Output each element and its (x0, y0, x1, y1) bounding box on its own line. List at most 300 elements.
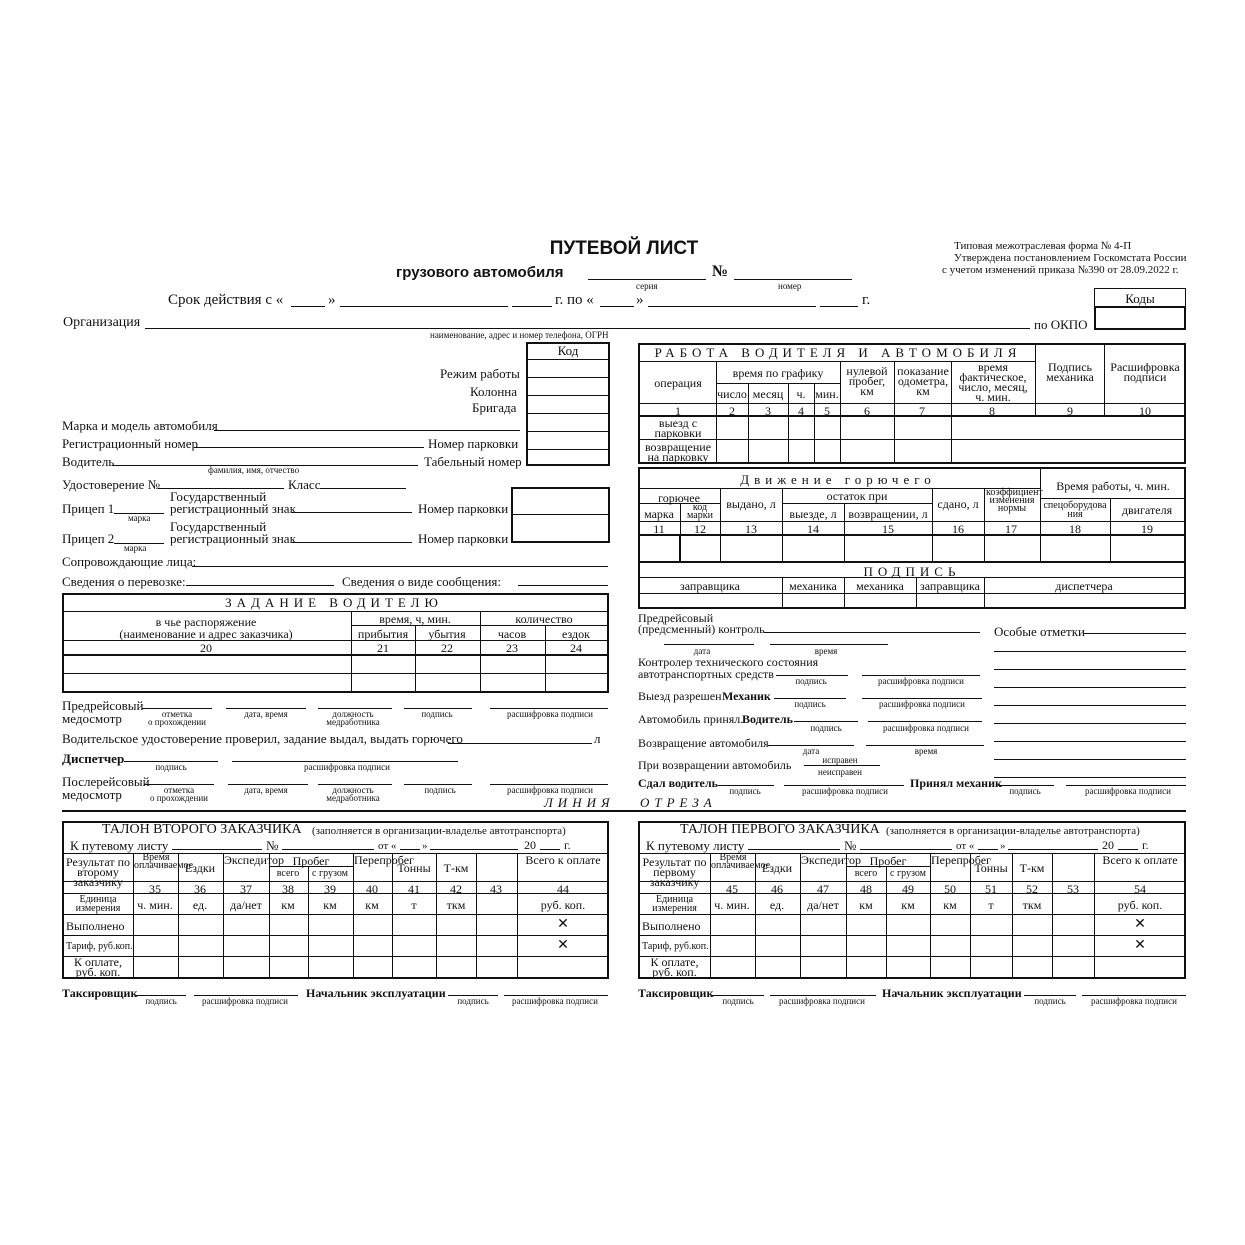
predr-time-field[interactable] (770, 644, 888, 645)
trailer2-label: Прицеп 2 (62, 531, 115, 546)
post-med-sign-hint: подпись (424, 785, 456, 795)
rab-mech-sign: Подпись механика (1046, 360, 1094, 384)
fuel-issue-field[interactable] (448, 743, 592, 744)
trailer2-plate-field[interactable] (292, 542, 412, 543)
talon1-waybill-label: К путевому листу (646, 838, 745, 853)
rab-n3: 3 (765, 404, 771, 418)
work-title: РАБОТА ВОДИТЕЛЯ И АВТОМОБИЛЯ (654, 345, 1022, 360)
controller-decode-hint: расшифровка подписи (878, 676, 964, 686)
talon2-n36: 36 (194, 882, 206, 896)
fuel-engine: двигателя (1121, 503, 1173, 517)
pre-med-pass-hint: о прохождении (147, 717, 207, 727)
year-suffix: г. (862, 292, 871, 308)
fuel-n12: 12 (694, 522, 706, 536)
class-field[interactable] (320, 488, 406, 489)
talon1-h-tons: Тонны (974, 861, 1008, 875)
talon1-n52: 52 (1026, 882, 1038, 896)
dispatcher-sign-hint: подпись (155, 762, 187, 772)
talon2-u6: км (365, 898, 379, 912)
rab-n7: 7 (919, 404, 925, 418)
zad-h1a: в чье распоряжение (155, 615, 257, 629)
fuel-n15: 15 (882, 522, 894, 536)
talon2-number-field[interactable] (282, 849, 374, 850)
cut-line-left: ЛИНИЯ (544, 795, 615, 810)
talon1-n53: 53 (1067, 882, 1079, 896)
talon1-u6: км (943, 898, 957, 912)
trailer-parking-box (511, 487, 610, 543)
series-field[interactable] (588, 279, 706, 280)
page-subtitle: грузового автомобиля (396, 264, 564, 281)
fuel-n14: 14 (807, 522, 819, 536)
rab-actual: время фактическое, число, месяц, ч. мин. (958, 360, 1028, 404)
talon1-h-time: Время оплачиваемое (711, 852, 771, 871)
car-model-field[interactable] (214, 430, 520, 431)
column-label: Колонна (470, 384, 518, 399)
post-med-1: Послерейсовый (62, 774, 150, 789)
special-notes-line-2[interactable] (994, 651, 1186, 652)
talon1-taxer-decode-hint: расшифровка подписи (779, 996, 865, 1006)
parking-number-label: Номер парковки (428, 436, 519, 451)
talon2-year: 20 (524, 838, 536, 852)
talon2-cross-2: ✕ (557, 938, 569, 953)
car-accepted-driver-label: Водитель (742, 712, 793, 726)
talon1-tariff: Тариф, руб.коп. (642, 941, 709, 952)
talon2-n40: 40 (366, 882, 378, 896)
talon1-note: (заполняется в организации-владелье автотранспорта) (886, 825, 1140, 837)
talon1-done: Выполнено (642, 919, 701, 933)
zad-n23: 23 (506, 641, 518, 655)
talon2-to-pay: К оплате, руб. коп. (74, 955, 122, 979)
predr-2: (предсменный) контроль (638, 622, 765, 636)
zad-hours: часов (497, 627, 527, 641)
validity-month-from[interactable] (340, 306, 508, 307)
zad-h1b: (наименование и адрес заказчика) (119, 627, 293, 641)
talon2-n35: 35 (149, 882, 161, 896)
talon1-year: 20 (1102, 838, 1114, 852)
talon1-u8: ткм (1022, 898, 1042, 912)
dispatcher-decode-hint: расшифровка подписи (304, 762, 390, 772)
pre-med-decode-hint: расшифровка подписи (507, 709, 593, 719)
rab-n5: 5 (824, 404, 830, 418)
fuel-n13: 13 (745, 522, 757, 536)
fuel-n11: 11 (653, 522, 665, 536)
talon2-done: Выполнено (66, 919, 125, 933)
predr-date-hint: дата (693, 646, 711, 656)
talon2-h-overrun: Перепробег (354, 853, 414, 867)
traffic-type-field[interactable] (518, 585, 608, 586)
trailer2-brand-hint: марка (124, 543, 147, 553)
pre-med-date-hint: дата, время (244, 709, 288, 719)
rab-n2: 2 (729, 404, 735, 418)
talon1-g: г. (1142, 838, 1149, 852)
validity-year-to[interactable] (820, 306, 858, 307)
rab-n6: 6 (864, 404, 870, 418)
sign-mechanic-2: механика (856, 579, 904, 593)
talon2-no: № (266, 838, 279, 853)
talon2-note: (заполняется в организации-владелье автотранспорта) (312, 825, 566, 837)
talon2-u2: ед. (192, 898, 208, 912)
driver-hint: фамилия, имя, отчество (208, 465, 300, 475)
pre-med-post-hint: должность (332, 709, 374, 719)
car-accepted-sign-field[interactable] (794, 721, 858, 722)
special-notes-line-9[interactable] (994, 777, 1186, 778)
fuel-n19: 19 (1141, 522, 1153, 536)
zad-departure: убытия (428, 627, 466, 641)
talon1-chief: Начальник эксплуатации (882, 986, 1022, 1000)
pre-med-sign-hint: подпись (421, 709, 453, 719)
zad-arrival: прибытия (357, 627, 409, 641)
talon2-waybill-label: К путевому листу (70, 838, 169, 853)
number-hint: номер (778, 281, 802, 291)
sign-fueler-2: заправщика (920, 579, 980, 593)
talon1-h-run: Пробег (869, 854, 907, 868)
fuel-at-out: выезде, л (789, 507, 837, 521)
talon1-n51: 51 (985, 882, 997, 896)
talon1-u3: да/нет (807, 898, 839, 912)
talon2-unit-label: Единица измерения (75, 894, 121, 914)
pre-med-1: Предрейсовый (62, 698, 144, 713)
talon2-n43: 43 (490, 882, 502, 896)
talon1-no: № (844, 838, 857, 853)
talon1-u1: ч. мин. (714, 898, 750, 912)
talon2-h-run: Пробег (292, 854, 330, 868)
talon1-cross-2: ✕ (1134, 938, 1146, 953)
talon1-waybill-field[interactable] (748, 849, 840, 850)
talon2-n42: 42 (450, 882, 462, 896)
rab-row-out: выезд с парковки (654, 416, 702, 440)
fuel-brand-code: код марки (687, 502, 713, 521)
talon1-u4: км (859, 898, 873, 912)
rab-n10: 10 (1139, 404, 1151, 418)
rab-zero-run: нулевой пробег, км (846, 364, 888, 398)
special-notes-line-7[interactable] (994, 741, 1186, 742)
talon2-result: Результат по второму заказчику (65, 855, 131, 889)
rab-n9: 9 (1067, 404, 1073, 418)
validity-label: Срок действия с « (168, 292, 284, 308)
transport-info-label: Сведения о перевозке: (62, 574, 186, 589)
validity-to-label: г. по « (555, 292, 594, 308)
okpo-code-field[interactable] (1094, 306, 1186, 330)
talon1-month-field[interactable] (1008, 849, 1098, 850)
cut-line-right: ОТРЕЗА (640, 795, 717, 810)
handed-driver-sign-hint: подпись (729, 786, 761, 796)
cut-line[interactable] (62, 810, 1186, 812)
talon1-number-field[interactable] (860, 849, 952, 850)
predr-date-field[interactable] (664, 644, 754, 645)
special-notes-line-3[interactable] (994, 669, 1186, 670)
talon2-h-trips: Ездки (184, 861, 216, 875)
car-return-label: Возвращение автомобиля (638, 736, 769, 750)
talon1-result: Результат по первому заказчику (642, 855, 707, 889)
talon1-n48: 48 (860, 882, 872, 896)
zad-n22: 22 (441, 641, 453, 655)
talon1-n54: 54 (1134, 882, 1146, 896)
talon1-chief-decode-hint: расшифровка подписи (1091, 996, 1177, 1006)
on-return-label: При возвращении автомобиль (638, 758, 792, 772)
talon2-u3: да/нет (230, 898, 262, 912)
trailer2-parking-label: Номер парковки (418, 531, 509, 546)
talon2-from: от « (378, 840, 397, 852)
work-mode-label: Режим работы (440, 366, 520, 381)
car-accepted-decode-field[interactable] (868, 721, 982, 722)
special-notes-label: Особые отметки (994, 624, 1085, 639)
rab-odometer: показание одометра, км (897, 364, 949, 398)
talon1-from: от « (956, 840, 975, 852)
talon1-n45: 45 (726, 882, 738, 896)
talon2-h-total: всего (276, 868, 300, 879)
fuel-remain: остаток при (826, 489, 888, 503)
rab-min: мин. (815, 387, 839, 401)
license-label: Удостоверение № (62, 477, 161, 492)
reg-number-label: Регистрационный номер (62, 436, 198, 451)
talon1-h-total: всего (854, 868, 878, 879)
trailer1-plate-field[interactable] (292, 512, 412, 513)
car-accepted-decode-hint: расшифровка подписи (883, 723, 969, 733)
talon2-n37: 37 (240, 882, 252, 896)
rab-op: операция (654, 376, 702, 390)
faulty-option[interactable]: неисправен (818, 767, 862, 777)
fuel-issued: выдано, л (726, 497, 776, 511)
car-accepted-sign-hint: подпись (810, 723, 842, 733)
class-label: Класс (288, 477, 321, 492)
trailer1-label: Прицеп 1 (62, 501, 115, 516)
org-hint: наименование, адрес и номер телефона, ОГРН (430, 330, 609, 340)
special-notes-line-8[interactable] (994, 759, 1186, 760)
talon2-taxer-decode-hint: расшифровка подписи (202, 996, 288, 1006)
talon2-u7: т (411, 898, 417, 912)
fuel-gor: горючее (658, 491, 700, 505)
post-med-mark-hint: отметка (163, 785, 195, 795)
handed-driver-decode-hint: расшифровка подписи (802, 786, 888, 796)
talon2-n39: 39 (324, 882, 336, 896)
talon1-h-exp: Экспедитор (801, 853, 861, 867)
license-checked-label: Водительское удостоверение проверил, задание выдал, выдать горючего (62, 731, 463, 746)
trailer1-gos2: регистрационный знак (170, 501, 296, 516)
talon2-h-sum: Всего к оплате (525, 853, 601, 867)
talon1-title: ТАЛОН ПЕРВОГО ЗАКАЗЧИКА (680, 822, 880, 837)
quote-close-2: » (636, 292, 644, 308)
rab-n8: 8 (989, 404, 995, 418)
talon1-u5: км (901, 898, 915, 912)
fuel-n16: 16 (952, 522, 964, 536)
controller-sign-hint: подпись (795, 676, 827, 686)
okpo-label: по ОКПО (1034, 317, 1088, 332)
talon2-title: ТАЛОН ВТОРОГО ЗАКАЗЧИКА (102, 822, 302, 837)
talon2-chief-sign-hint: подпись (457, 996, 489, 1006)
validity-day-from[interactable] (291, 306, 325, 307)
fuel-special-eq: спецоборудования (1043, 500, 1107, 520)
car-accepted-label: Автомобиль принял. (638, 712, 744, 726)
post-med-date-hint: дата, время (244, 785, 288, 795)
number-field[interactable] (734, 279, 852, 280)
reg-number-field[interactable] (194, 447, 424, 448)
sign-title: ПОДПИСЬ (863, 564, 961, 579)
series-hint: серия (636, 281, 658, 291)
rab-n4: 4 (798, 404, 804, 418)
special-notes-line-5[interactable] (994, 705, 1186, 706)
accepted-mech-label: Принял механик (910, 776, 1002, 790)
code-header: Код (557, 343, 579, 358)
form-approved: Утверждена постановлением Госкомстата России (954, 252, 1187, 264)
zad-time: время, ч, мин. (379, 612, 451, 626)
exit-mechanic-sign-hint: подпись (794, 699, 826, 709)
controller-1: Контролер технического состояния (638, 655, 819, 669)
post-med-worker-hint: медработника (326, 793, 380, 803)
post-med-decode-hint: расшифровка подписи (507, 785, 593, 795)
zad-trips: ездок (562, 627, 590, 641)
talon1-taxer: Таксировщик (638, 986, 714, 1000)
org-field[interactable] (145, 328, 1030, 329)
liters-unit: л (594, 731, 601, 746)
fuel-at-return: возвращении, л (848, 507, 928, 521)
state-field[interactable] (804, 765, 880, 766)
brigade-label: Бригада (472, 400, 517, 415)
talon1-n50: 50 (944, 882, 956, 896)
talon1-u9: руб. коп. (1117, 898, 1163, 912)
zad-qty: количество (515, 612, 573, 626)
trailer2-gos2: регистрационный знак (170, 531, 296, 546)
predr-field[interactable] (764, 632, 980, 633)
talon2-chief: Начальник эксплуатации (306, 986, 446, 1000)
escort-field[interactable] (192, 566, 608, 567)
escort-label: Сопровождающие лица: (62, 554, 197, 569)
transport-info-field[interactable] (186, 585, 334, 586)
car-return-date-hint: дата (802, 746, 820, 756)
talon2-u5: км (323, 898, 337, 912)
form-changes: с учетом изменений приказа №390 от 28.09.2022 г. (942, 264, 1179, 276)
special-notes-line-4[interactable] (994, 687, 1186, 688)
pre-med-2: медосмотр (62, 711, 122, 726)
codes-header: Коды (1125, 291, 1155, 306)
zad-n24: 24 (570, 641, 582, 655)
talon1-year-field[interactable] (1118, 849, 1138, 850)
special-notes-line-6[interactable] (994, 723, 1186, 724)
accepted-mech-sign-hint: подпись (1009, 786, 1041, 796)
talon1-h-loaded: с грузом (890, 868, 926, 879)
rab-hour: ч. (796, 387, 806, 401)
post-med-pass-hint: о прохождении (149, 793, 209, 803)
code-box (526, 342, 610, 466)
talon2-waybill-field[interactable] (172, 849, 262, 850)
talon2-chief-decode-hint: расшифровка подписи (512, 996, 598, 1006)
rab-day: число (717, 387, 747, 401)
talon2-n38: 38 (282, 882, 294, 896)
post-med-post-hint: должность (332, 785, 374, 795)
validity-day-to[interactable] (600, 306, 634, 307)
fuel-brand: марка (644, 507, 674, 521)
page-title: ПУТЕВОЙ ЛИСТ (549, 238, 699, 259)
number-sign: № (712, 263, 729, 280)
exit-mechanic-label: Механик (722, 689, 771, 703)
talon2-h-tkm: Т-км (443, 861, 469, 875)
talon1-n47: 47 (817, 882, 829, 896)
talon2-taxer-sign-hint: подпись (145, 996, 177, 1006)
fuel-returned: сдано, л (937, 497, 979, 511)
trailer1-gos1: Государственный (170, 489, 267, 504)
pre-med-mark-hint: отметка (161, 709, 193, 719)
talon1-h-tkm: Т-км (1019, 861, 1045, 875)
fuel-title: Движение горючего (740, 472, 936, 487)
talon1-cross-1: ✕ (1134, 917, 1146, 932)
controller-2: автотранспортных средств (638, 667, 774, 681)
rab-n1: 1 (675, 404, 681, 418)
talon2-h-loaded: с грузом (312, 868, 348, 879)
talon2-n44: 44 (557, 882, 569, 896)
fuel-coeff: коэффициент изменения нормы (986, 487, 1043, 514)
talon1-day-field[interactable] (978, 849, 998, 850)
talon1-n49: 49 (902, 882, 914, 896)
trailer1-brand-hint: марка (128, 513, 151, 523)
driver-label: Водитель (62, 454, 115, 469)
talon2-quote: » (422, 840, 428, 852)
validity-year-from[interactable] (512, 306, 552, 307)
talon2-month-field[interactable] (430, 849, 518, 850)
zad-n20: 20 (200, 641, 212, 655)
talon2-tariff: Тариф, руб.коп. (66, 941, 133, 952)
special-notes-line-1[interactable] (1084, 633, 1186, 634)
talon1-to-pay: К оплате, руб. коп. (650, 955, 699, 979)
fuel-n17: 17 (1005, 522, 1017, 536)
fuel-n18: 18 (1069, 522, 1081, 536)
talon2-n41: 41 (408, 882, 420, 896)
form-type: Типовая межотраслевая форма № 4-П (954, 240, 1132, 252)
talon2-u9: руб. коп. (540, 898, 586, 912)
traffic-type-label: Сведения о виде сообщения: (342, 574, 502, 589)
predr-1: Предрейсовый (638, 611, 714, 625)
dispatcher-label: Диспетчер (62, 751, 125, 766)
talon2-u1: ч. мин. (137, 898, 173, 912)
sign-fueler: заправщика (680, 579, 740, 593)
talon1-quote: » (1000, 840, 1006, 852)
talon1-unit-label: Единица измерения (652, 894, 697, 914)
rab-row-return: возвращение на парковку (644, 440, 712, 464)
talon2-year-field[interactable] (540, 849, 560, 850)
serviceable-option[interactable]: исправен (822, 755, 858, 765)
talon2-taxer: Таксировщик (62, 986, 138, 1000)
trailer2-gos1: Государственный (170, 519, 267, 534)
zad-n21: 21 (377, 641, 389, 655)
accepted-mech-decode-hint: расшифровка подписи (1085, 786, 1171, 796)
talon1-h-trips: Ездки (761, 861, 793, 875)
talon1-h-sum: Всего к оплате (1102, 853, 1178, 867)
talon2-h-exp: Экспедитор (224, 853, 284, 867)
rab-decode: Расшифровка подписи (1110, 360, 1180, 384)
talon2-day-field[interactable] (400, 849, 420, 850)
exit-allowed-label: Выезд разрешен (638, 689, 722, 703)
rab-sched: время по графику (732, 366, 824, 380)
talon2-h-tons: Тонны (397, 861, 431, 875)
sign-dispatcher: диспетчера (1055, 579, 1113, 593)
handed-driver-label: Сдал водитель (638, 776, 718, 790)
sign-mechanic: механика (789, 579, 837, 593)
org-label: Организация (63, 315, 141, 330)
tab-number-label: Табельный номер (424, 454, 522, 469)
fuel-worktime: Время работы, ч. мин. (1056, 479, 1170, 493)
car-model-label: Марка и модель автомобиля (62, 418, 218, 433)
quote-close: » (328, 292, 336, 308)
talon2-u8: ткм (446, 898, 466, 912)
talon2-g: г. (564, 838, 571, 852)
car-return-time-hint: время (914, 746, 938, 756)
trailer1-parking-label: Номер парковки (418, 501, 509, 516)
talon2-u4: км (281, 898, 295, 912)
talon2-h-time: Время оплачиваемое (134, 852, 194, 871)
talon1-u2: ед. (769, 898, 785, 912)
predr-time-hint: время (814, 646, 838, 656)
rab-month: месяц (752, 387, 784, 401)
talon1-taxer-sign-hint: подпись (722, 996, 754, 1006)
validity-month-to[interactable] (648, 306, 816, 307)
